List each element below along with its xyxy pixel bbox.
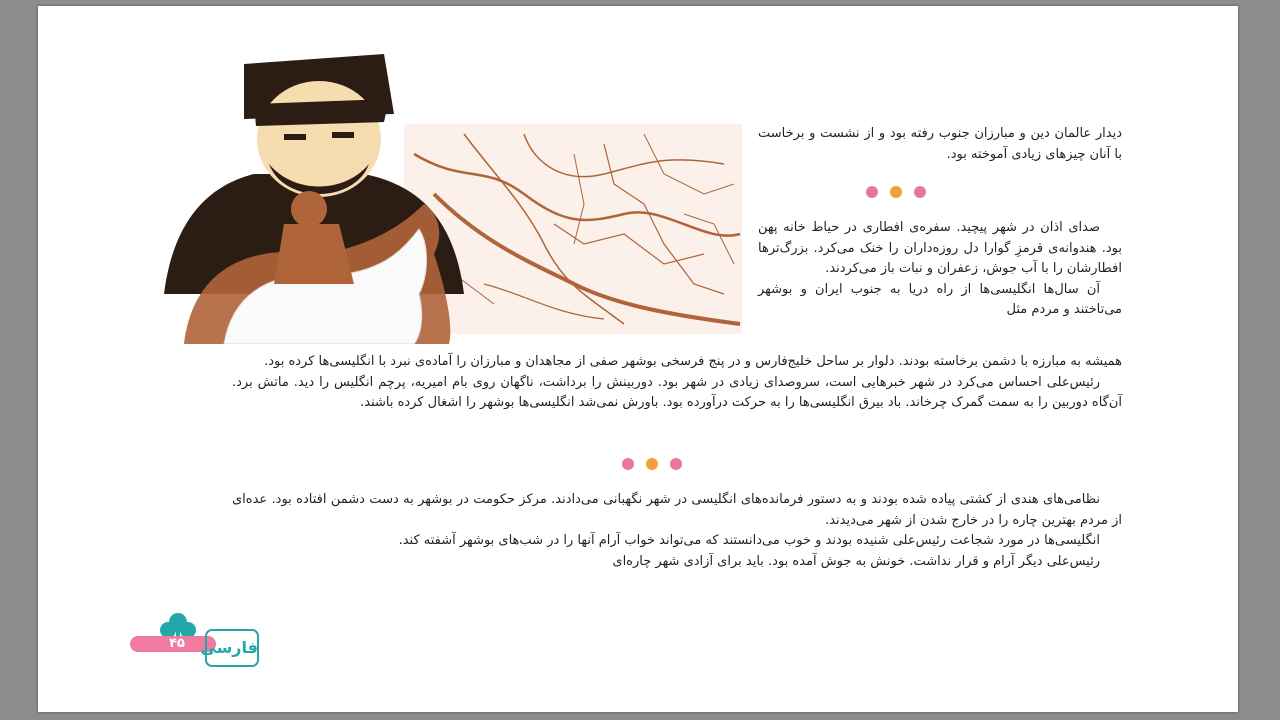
page-number: ۴۵ [169, 636, 185, 651]
paragraph-block-wide-1 [232, 352, 1122, 414]
paragraph-7: رئیس‌علی دیگر آرام و قرار نداشت. خونش به جوش آمده بود. باید برای آزادی شهر چاره‌ای [612, 553, 1100, 569]
farsi-logo [128, 610, 264, 674]
textbook-page [38, 6, 1238, 712]
paragraph-3a: آن سال‌ها انگلیسی‌ها از راه دریا به جنوب ایران و بوشهر می‌تاختند و مردم مثل [758, 281, 1122, 317]
paragraph-block-wide-2 [232, 490, 1122, 572]
paragraph-6: انگلیسی‌ها در مورد شجاعت رئیس‌علی شنیده بودند و خوب می‌دانستند که می‌تواند خواب آرام آنها را در شب‌های بوشهر آشفته کند. [398, 533, 1100, 548]
ornament-divider-2 [612, 456, 692, 472]
paragraph-4: رئیس‌علی احساس می‌کرد در شهر خبرهایی است، سروصدای زیادی در شهر بود. دوربینش را برداشت، ناگهان روی بام امیریه، پرچم انگلیس را دید. ماتش برد. آن‌گاه دوربین را به سمت گمرک چرخاند. باد بیرق انگلیسی‌ها را به حرکت درآورده بود. باورش نمی‌شد انگلیسی‌ها بوشهر را اشغال کرده باشند. [232, 374, 1122, 410]
paragraph-5: نظامی‌های هندی از کشتی پیاده شده بودند و به دستور فرمانده‌های انگلیسی در شهر نگهبانی می‌دادند. مرکز حکومت در بوشهر به دست دشمن افتاده بود. عده‌ای از مردم بهترین چاره را در خارج شدن از شهر می‌دیدند. [232, 492, 1122, 528]
historical-map [404, 124, 742, 334]
paragraph-block-right [758, 218, 1122, 321]
paragraph-3b: همیشه به مبارزه با دشمن برخاسته بودند. دلوار بر ساحل خلیج‌فارس و در پنج فرسخی بوشهر صفی از مجاهدان و مبارزان را آماده‌ی نبرد با انگلیسی‌ها کرده بود. [264, 354, 1122, 369]
portrait-map-illustration [104, 44, 744, 344]
paragraph-2: صدای اذان در شهر پیچید. سفره‌ی افطاری در حیاط خانه پهن بود. هندوانه‌ی قرمزِ گوارا دل روزه‌داران را خنک می‌کرد. بزرگ‌ترها افطارشان را با آب جوش، زعفران و نبات باز می‌کردند. [758, 220, 1122, 276]
brand-name: فارسی [200, 638, 258, 657]
paragraph-intro [758, 124, 1122, 165]
paragraph-1: دیدار عالمان دین و مبارزان جنوب رفته بود و از نشست و برخاست با آنان چیزهای زیادی آموخته بود. [758, 126, 1122, 162]
ornament-divider-1 [856, 184, 936, 200]
